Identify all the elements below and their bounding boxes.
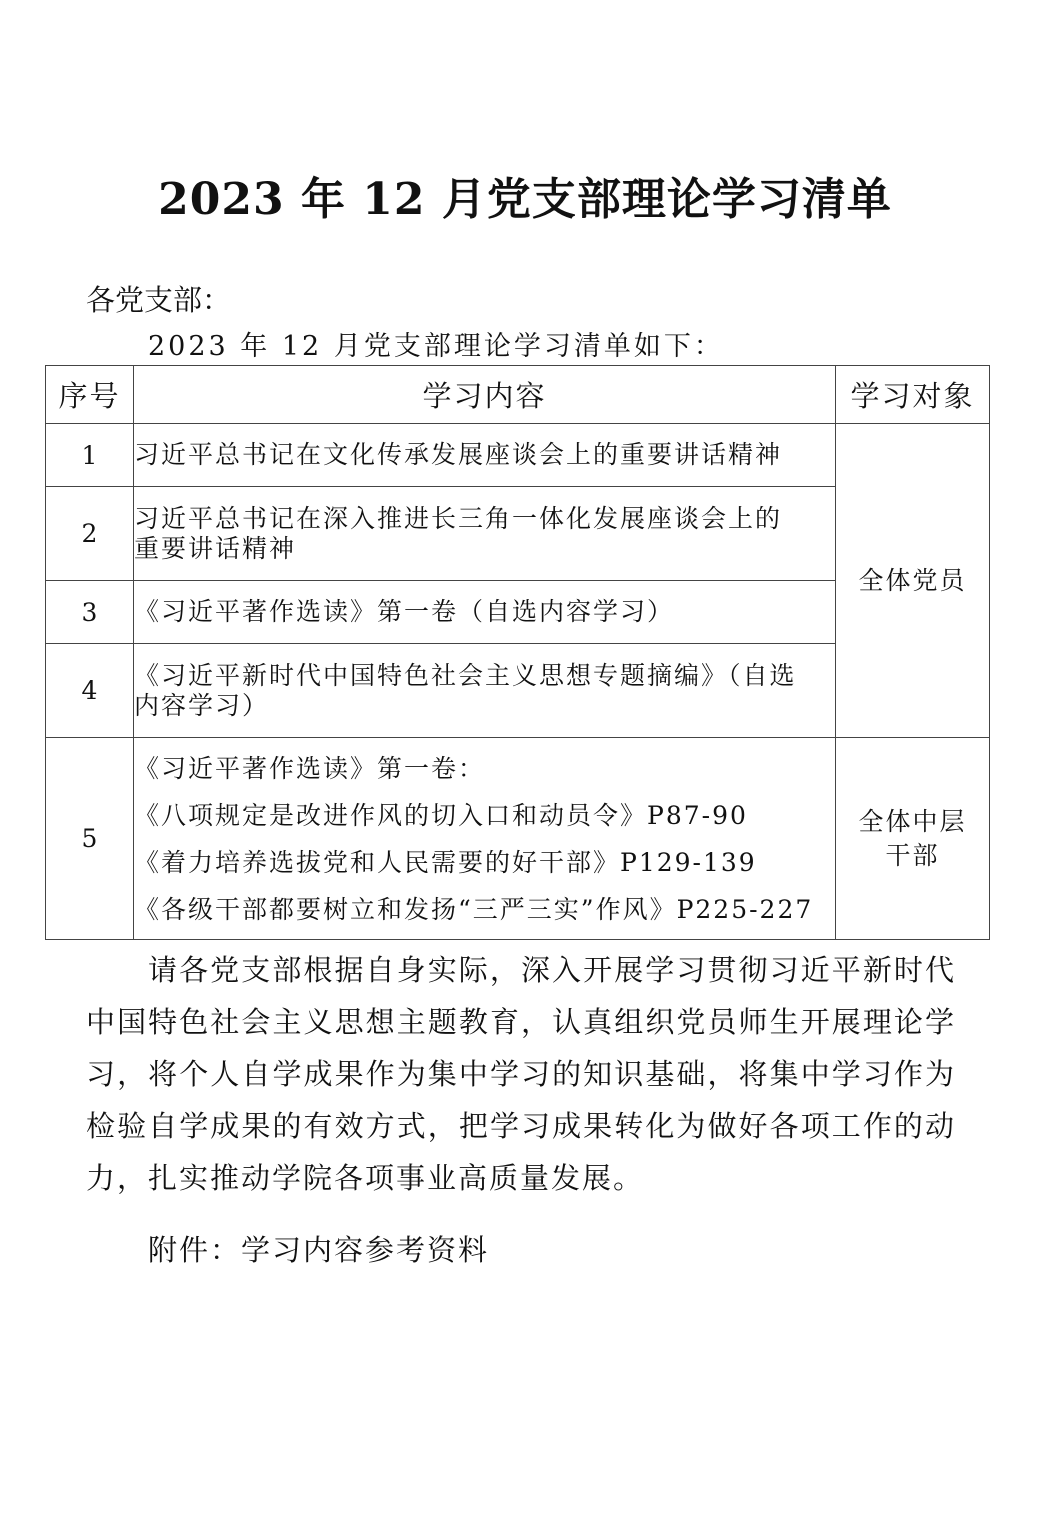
- header-target: 学习对象: [836, 366, 990, 424]
- row-content: [134, 487, 836, 581]
- content-line: 《习近平著作选读》第一卷（自选内容学习）: [134, 597, 675, 626]
- salutation: 各党支部：: [86, 283, 232, 317]
- row-content: [134, 424, 836, 487]
- table-row: [46, 738, 990, 940]
- attachment-note: 附件：学习内容参考资料: [148, 1233, 490, 1267]
- content-line: 习近平总书记在文化传承发展座谈会上的重要讲话精神: [134, 440, 783, 469]
- header-content: 学习内容: [134, 366, 836, 424]
- content-line: 习近平总书记在深入推进长三角一体化发展座谈会上的: [134, 503, 783, 533]
- row-number: 5: [46, 738, 134, 940]
- target-all-members: 全体党员: [836, 424, 990, 738]
- target-middle-cadres: [836, 738, 990, 940]
- row-number: 2: [46, 487, 134, 581]
- target-line: 全体中层: [858, 806, 967, 836]
- row-number: 3: [46, 581, 134, 644]
- study-list-table: [45, 365, 990, 940]
- table-header-row: [46, 366, 990, 424]
- content-line: 重要讲话精神: [134, 533, 297, 563]
- content-line: 《着力培养选拔党和人民需要的好干部》P129-139: [134, 847, 757, 877]
- document-title: 2023 年 12 月党支部理论学习清单: [158, 174, 892, 225]
- row-number: 1: [46, 424, 134, 487]
- content-line: 内容学习）: [134, 690, 270, 720]
- content-line: 《习近平著作选读》第一卷：: [134, 753, 486, 783]
- table-row: [46, 424, 990, 487]
- header-no: 序号: [46, 366, 134, 424]
- body-paragraph: 请各党支部根据自身实际，深入开展学习贯彻习近平新时代中国特色社会主义思想主题教育，认真组织党员师生开展理论学习，将个人自学成果作为集中学习的知识基础，将集中学习作为检验自学成果的有效方式，把学习成果转化为做好各项工作的动力，扎实推动学院各项事业高质量发展。: [86, 953, 956, 1195]
- content-line: 《八项规定是改进作风的切入口和动员令》P87-90: [134, 800, 748, 830]
- row-content: [134, 738, 836, 940]
- intro-line: 2023 年 12 月党支部理论学习清单如下：: [148, 331, 724, 362]
- row-number: 4: [46, 644, 134, 738]
- row-content: [134, 581, 836, 644]
- target-line: 干部: [885, 840, 940, 870]
- content-line: 《各级干部都要树立和发扬“三严三实”作风》P225-227: [134, 894, 814, 924]
- content-line: 《习近平新时代中国特色社会主义思想专题摘编》（自选: [134, 660, 797, 690]
- row-content: [134, 644, 836, 738]
